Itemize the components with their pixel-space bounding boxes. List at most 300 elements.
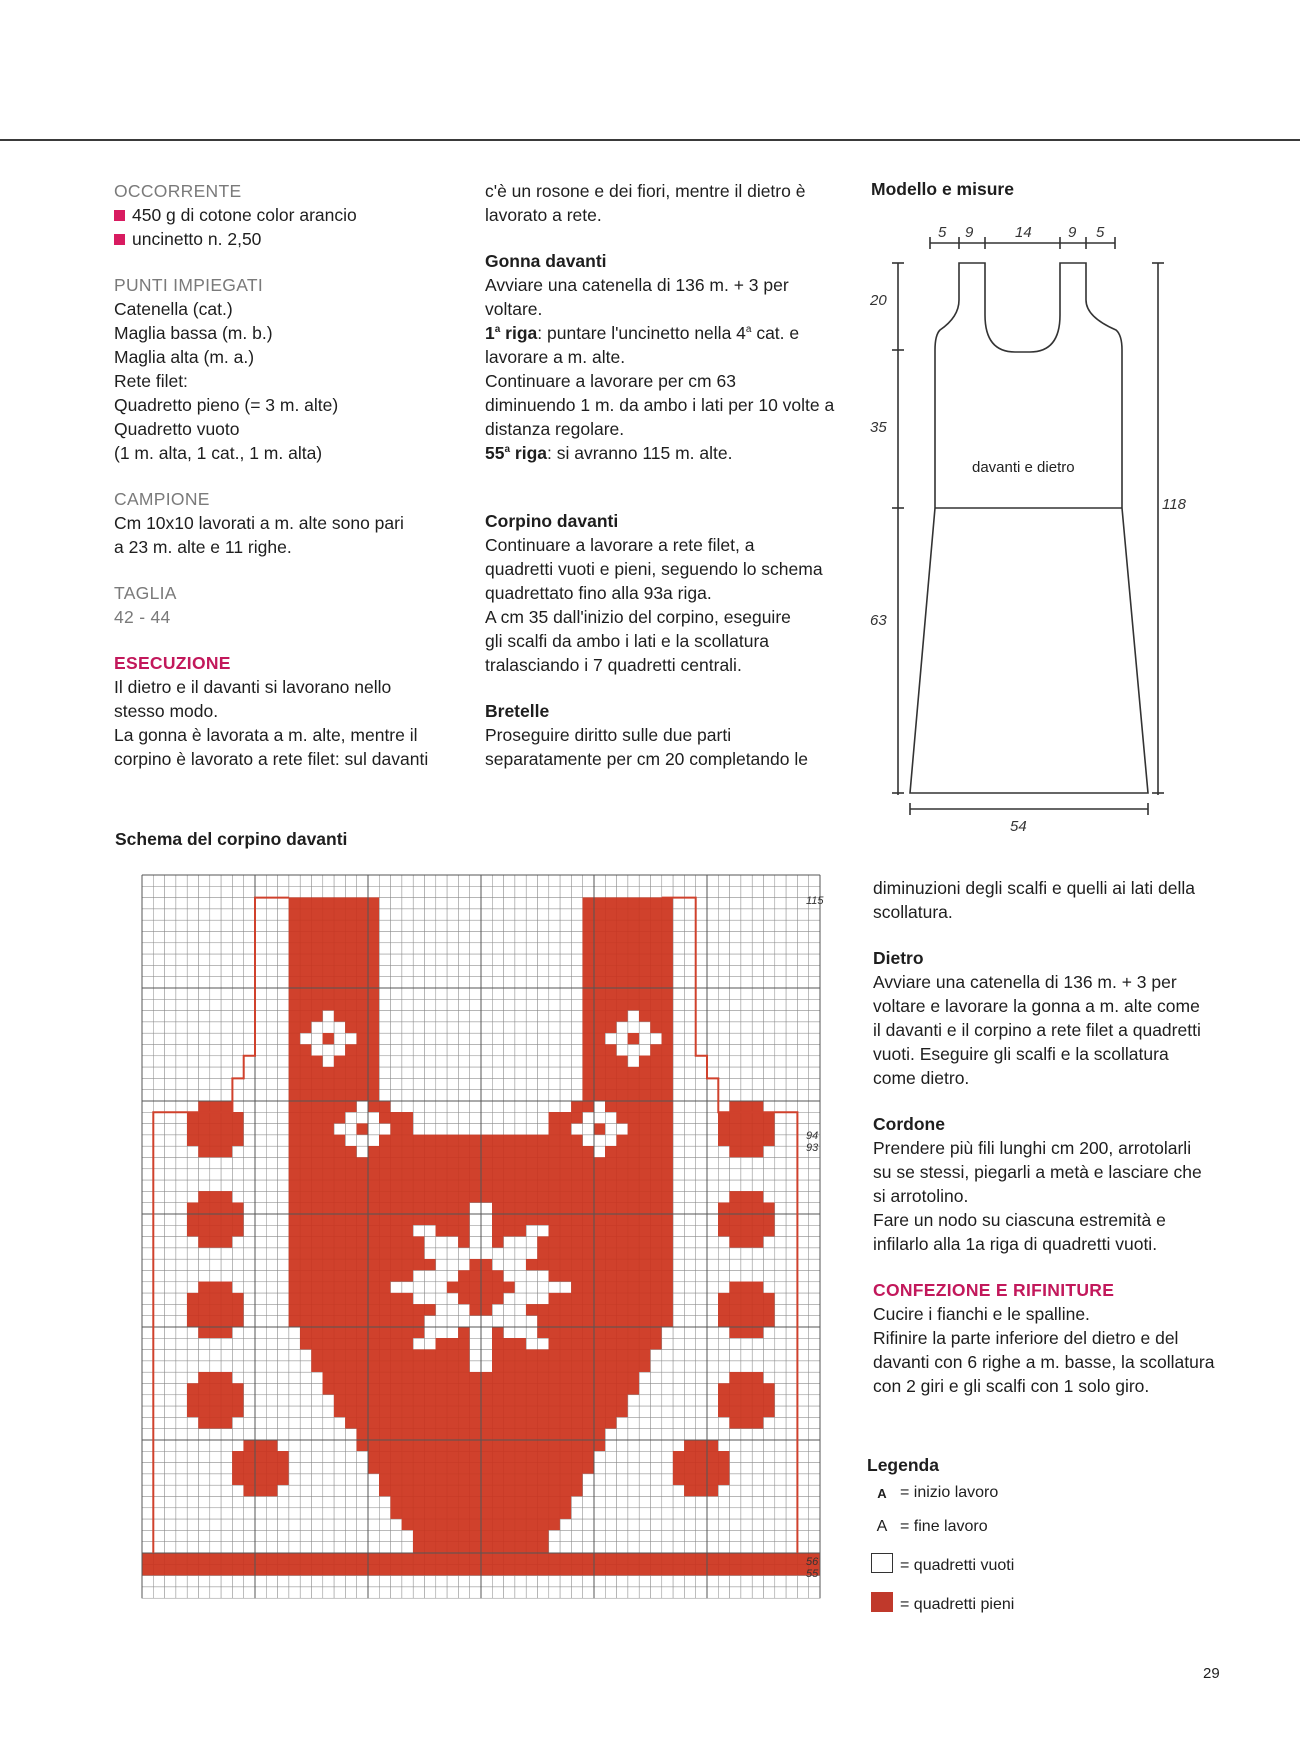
filled-cell (425, 1429, 436, 1440)
empty-cell (187, 1169, 198, 1180)
filled-cell (357, 977, 368, 988)
empty-cell (809, 1067, 820, 1078)
filled-cell (357, 1158, 368, 1169)
filled-cell (526, 1463, 537, 1474)
filled-cell (684, 1553, 695, 1564)
empty-cell (752, 1587, 763, 1598)
empty-cell (594, 1587, 605, 1598)
empty-cell (255, 1350, 266, 1361)
empty-cell (617, 1485, 628, 1496)
filled-cell (594, 1045, 605, 1056)
empty-cell (786, 1384, 797, 1395)
filled-cell (639, 1304, 650, 1315)
filled-cell (312, 1304, 323, 1315)
filled-cell (594, 1406, 605, 1417)
empty-cell (809, 1101, 820, 1112)
empty-cell (673, 1022, 684, 1033)
empty-cell (187, 1530, 198, 1541)
filled-cell (187, 1135, 198, 1146)
empty-cell (244, 1304, 255, 1315)
empty-cell (244, 1237, 255, 1248)
empty-cell (526, 1078, 537, 1089)
empty-cell (809, 1406, 820, 1417)
empty-cell (571, 954, 582, 965)
filled-cell (560, 1474, 571, 1485)
filled-cell (458, 1463, 469, 1474)
empty-cell (278, 1440, 289, 1451)
filled-cell (300, 977, 311, 988)
empty-cell (752, 965, 763, 976)
filled-cell (594, 1293, 605, 1304)
filled-cell (583, 1191, 594, 1202)
filled-cell (368, 1395, 379, 1406)
empty-cell (232, 1158, 243, 1169)
empty-cell (809, 943, 820, 954)
filled-cell (323, 1338, 334, 1349)
empty-cell (153, 875, 164, 886)
empty-cell (696, 965, 707, 976)
filled-cell (425, 1191, 436, 1202)
filled-cell (334, 1203, 345, 1214)
filled-cell (752, 1417, 763, 1428)
filled-cell (447, 1282, 458, 1293)
filled-cell (504, 1372, 515, 1383)
filled-cell (662, 1180, 673, 1191)
empty-cell (266, 1429, 277, 1440)
empty-cell (266, 1304, 277, 1315)
filled-cell (458, 1530, 469, 1541)
filled-cell (402, 1440, 413, 1451)
empty-cell (628, 1451, 639, 1462)
occorrente-item: uncinetto n. 2,50 (114, 227, 454, 251)
empty-cell (673, 1214, 684, 1225)
empty-cell (775, 1576, 786, 1587)
empty-cell (425, 898, 436, 909)
filled-cell (187, 1406, 198, 1417)
filled-cell (662, 1304, 673, 1315)
filled-cell (639, 1158, 650, 1169)
empty-cell (684, 977, 695, 988)
filled-cell (368, 1327, 379, 1338)
empty-cell (221, 898, 232, 909)
filled-cell (470, 1191, 481, 1202)
empty-cell (764, 954, 775, 965)
empty-cell (153, 932, 164, 943)
empty-cell (684, 1135, 695, 1146)
filled-cell (538, 1248, 549, 1259)
empty-cell (481, 1587, 492, 1598)
empty-cell (255, 1056, 266, 1067)
filled-cell (492, 1350, 503, 1361)
empty-cell (752, 1474, 763, 1485)
filled-cell (481, 1384, 492, 1395)
filled-cell (436, 1485, 447, 1496)
filled-cell (560, 1237, 571, 1248)
empty-cell (481, 1237, 492, 1248)
filled-cell (662, 1135, 673, 1146)
empty-cell (639, 1530, 650, 1541)
empty-cell (334, 1530, 345, 1541)
empty-cell (775, 1338, 786, 1349)
filled-cell (492, 1553, 503, 1564)
filled-cell (628, 1316, 639, 1327)
empty-cell (244, 988, 255, 999)
filled-cell (221, 1214, 232, 1225)
empty-cell (413, 1078, 424, 1089)
filled-cell (538, 1530, 549, 1541)
empty-cell (684, 1101, 695, 1112)
filled-cell (334, 999, 345, 1010)
empty-cell (458, 1112, 469, 1123)
empty-cell (696, 1542, 707, 1553)
empty-cell (560, 1090, 571, 1101)
filled-cell (583, 1203, 594, 1214)
filled-cell (549, 1158, 560, 1169)
empty-cell (436, 1067, 447, 1078)
empty-cell (165, 1169, 176, 1180)
empty-cell (142, 1022, 153, 1033)
empty-cell (786, 886, 797, 897)
filled-cell (718, 1293, 729, 1304)
empty-cell (696, 1316, 707, 1327)
filled-cell (752, 1304, 763, 1315)
empty-cell (809, 1497, 820, 1508)
filled-cell (752, 1553, 763, 1564)
empty-cell (752, 1440, 763, 1451)
empty-cell (673, 1169, 684, 1180)
filled-cell (368, 977, 379, 988)
empty-cell (187, 1587, 198, 1598)
empty-cell (786, 1293, 797, 1304)
empty-cell (617, 1440, 628, 1451)
empty-cell (696, 999, 707, 1010)
empty-cell (684, 1124, 695, 1135)
filled-cell (560, 1124, 571, 1135)
filled-cell (481, 1519, 492, 1530)
filled-cell (425, 1350, 436, 1361)
filled-cell (492, 1327, 503, 1338)
filled-cell (470, 1259, 481, 1270)
empty-cell (651, 1350, 662, 1361)
empty-cell (481, 1214, 492, 1225)
empty-cell (221, 1451, 232, 1462)
filled-cell (504, 1485, 515, 1496)
dietro-line: Avviare una catenella di 136 m. + 3 per (873, 972, 1177, 992)
empty-cell (176, 1112, 187, 1123)
empty-cell (526, 1282, 537, 1293)
empty-cell (797, 1542, 808, 1553)
empty-cell (583, 875, 594, 886)
empty-cell (504, 1327, 515, 1338)
empty-cell (436, 1576, 447, 1587)
filled-cell (730, 1225, 741, 1236)
empty-cell (470, 965, 481, 976)
empty-cell (786, 1451, 797, 1462)
filled-cell (617, 988, 628, 999)
empty-cell (775, 1169, 786, 1180)
filled-cell (662, 1225, 673, 1236)
filled-cell (345, 932, 356, 943)
empty-cell (425, 1338, 436, 1349)
filled-cell (515, 1225, 526, 1236)
empty-cell (775, 875, 786, 886)
empty-cell (526, 1271, 537, 1282)
filled-cell (605, 1406, 616, 1417)
filled-cell (458, 1451, 469, 1462)
filled-cell (368, 988, 379, 999)
filled-cell (515, 1564, 526, 1575)
filled-cell (492, 1169, 503, 1180)
empty-cell (560, 932, 571, 943)
empty-cell (278, 1011, 289, 1022)
filled-cell (583, 1406, 594, 1417)
empty-cell (741, 1067, 752, 1078)
empty-cell (673, 1045, 684, 1056)
filled-cell (300, 898, 311, 909)
empty-cell (255, 1124, 266, 1135)
empty-cell (266, 875, 277, 886)
legend-item-start: A = inizio lavoro (870, 1484, 998, 1502)
filled-cell (617, 1304, 628, 1315)
empty-cell (142, 1045, 153, 1056)
empty-cell (278, 1090, 289, 1101)
empty-cell (221, 1497, 232, 1508)
empty-cell (244, 1406, 255, 1417)
gonna-line: distanza regolare. (485, 419, 625, 439)
empty-cell (210, 1451, 221, 1462)
empty-cell (289, 1327, 300, 1338)
filled-cell (379, 1293, 390, 1304)
empty-cell (696, 1135, 707, 1146)
filled-cell (312, 977, 323, 988)
filled-cell (526, 1395, 537, 1406)
empty-cell (515, 1237, 526, 1248)
filled-cell (492, 1564, 503, 1575)
empty-cell (651, 1508, 662, 1519)
empty-cell (583, 1542, 594, 1553)
filled-cell (639, 1259, 650, 1270)
filled-cell (436, 1451, 447, 1462)
empty-cell (673, 988, 684, 999)
empty-cell (357, 1542, 368, 1553)
filled-cell (289, 999, 300, 1010)
empty-cell (673, 1576, 684, 1587)
filled-cell (402, 1259, 413, 1270)
filled-cell (289, 920, 300, 931)
empty-cell (673, 1282, 684, 1293)
filled-cell (312, 1225, 323, 1236)
empty-cell (187, 1101, 198, 1112)
empty-cell (594, 1135, 605, 1146)
filled-cell (560, 1135, 571, 1146)
empty-cell (199, 1474, 210, 1485)
empty-cell (764, 999, 775, 1010)
filled-cell (470, 1146, 481, 1157)
empty-cell (764, 1429, 775, 1440)
filled-cell (402, 1169, 413, 1180)
empty-cell (210, 954, 221, 965)
filled-cell (628, 1361, 639, 1372)
punti-line: Catenella (cat.) (114, 299, 233, 319)
empty-cell (425, 1237, 436, 1248)
empty-cell (165, 1485, 176, 1496)
empty-cell (730, 988, 741, 999)
empty-cell (707, 875, 718, 886)
filled-cell (210, 1191, 221, 1202)
empty-cell (221, 1259, 232, 1270)
empty-cell (470, 1056, 481, 1067)
empty-cell (153, 1259, 164, 1270)
empty-cell (651, 1372, 662, 1383)
filled-cell (492, 1497, 503, 1508)
filled-cell (730, 1564, 741, 1575)
empty-cell (266, 1135, 277, 1146)
filled-cell (538, 1451, 549, 1462)
empty-cell (425, 1056, 436, 1067)
filled-cell (639, 1248, 650, 1259)
filled-cell (425, 1485, 436, 1496)
filled-cell (391, 1248, 402, 1259)
filled-cell (447, 1180, 458, 1191)
empty-cell (673, 1259, 684, 1270)
empty-cell (232, 1576, 243, 1587)
filled-cell (651, 1090, 662, 1101)
empty-cell (165, 1112, 176, 1123)
filled-cell (357, 1304, 368, 1315)
empty-cell (165, 999, 176, 1010)
empty-cell (244, 1078, 255, 1089)
empty-cell (334, 1417, 345, 1428)
empty-cell (312, 875, 323, 886)
filled-cell (187, 1384, 198, 1395)
filled-cell (447, 1361, 458, 1372)
filled-cell (368, 1214, 379, 1225)
filled-cell (583, 965, 594, 976)
empty-cell (730, 1519, 741, 1530)
empty-cell (560, 1022, 571, 1033)
empty-cell (707, 1372, 718, 1383)
filled-cell (628, 1553, 639, 1564)
empty-cell (300, 1395, 311, 1406)
empty-cell (199, 886, 210, 897)
empty-cell (425, 977, 436, 988)
filled-cell (617, 1338, 628, 1349)
empty-cell (210, 1180, 221, 1191)
filled-cell (492, 1180, 503, 1191)
filled-cell (752, 1124, 763, 1135)
empty-cell (594, 1112, 605, 1123)
filled-cell (458, 1429, 469, 1440)
filled-cell (538, 1316, 549, 1327)
empty-cell (538, 943, 549, 954)
empty-cell (425, 988, 436, 999)
empty-cell (176, 1463, 187, 1474)
empty-cell (266, 1146, 277, 1157)
empty-cell (165, 1530, 176, 1541)
empty-cell (199, 1350, 210, 1361)
empty-cell (165, 943, 176, 954)
empty-cell (278, 1519, 289, 1530)
empty-cell (142, 1384, 153, 1395)
empty-cell (492, 1033, 503, 1044)
empty-cell (481, 1327, 492, 1338)
filled-cell (617, 1011, 628, 1022)
empty-cell (142, 1451, 153, 1462)
empty-cell (199, 1463, 210, 1474)
filled-cell (379, 1304, 390, 1315)
empty-cell (447, 1112, 458, 1123)
filled-cell (357, 932, 368, 943)
empty-cell (458, 875, 469, 886)
empty-cell (492, 999, 503, 1010)
filled-cell (696, 1451, 707, 1462)
empty-cell (255, 1248, 266, 1259)
empty-cell (187, 1474, 198, 1485)
filled-cell (560, 1553, 571, 1564)
corpino-line: quadrettato fino alla 93a riga. (485, 583, 712, 603)
empty-cell (651, 1485, 662, 1496)
filled-cell (458, 1564, 469, 1575)
filled-cell (538, 1203, 549, 1214)
filled-cell (425, 1384, 436, 1395)
filled-cell (594, 1304, 605, 1315)
filled-cell (300, 1078, 311, 1089)
empty-cell (707, 1429, 718, 1440)
filled-cell (345, 1417, 356, 1428)
filled-cell (617, 1191, 628, 1202)
empty-cell (323, 1056, 334, 1067)
filled-cell (605, 1259, 616, 1270)
empty-cell (153, 1361, 164, 1372)
empty-cell (797, 1338, 808, 1349)
empty-cell (526, 909, 537, 920)
empty-cell (221, 1519, 232, 1530)
filled-cell (312, 1124, 323, 1135)
empty-cell (187, 920, 198, 931)
filled-cell (628, 1259, 639, 1270)
empty-cell (153, 954, 164, 965)
empty-cell (809, 1180, 820, 1191)
filled-cell (334, 965, 345, 976)
empty-cell (300, 1497, 311, 1508)
empty-cell (775, 988, 786, 999)
empty-cell (605, 1474, 616, 1485)
empty-cell (504, 1316, 515, 1327)
empty-cell (345, 1485, 356, 1496)
empty-cell (696, 1237, 707, 1248)
empty-cell (775, 909, 786, 920)
empty-cell (244, 1372, 255, 1383)
empty-cell (142, 1056, 153, 1067)
empty-cell (165, 1508, 176, 1519)
filled-cell (628, 1350, 639, 1361)
filled-cell (583, 1338, 594, 1349)
empty-cell (526, 1237, 537, 1248)
empty-cell (571, 1022, 582, 1033)
empty-cell (651, 1440, 662, 1451)
empty-cell (673, 1112, 684, 1123)
empty-cell (210, 1542, 221, 1553)
filled-cell (345, 1101, 356, 1112)
filled-cell (752, 1395, 763, 1406)
filled-cell (199, 1191, 210, 1202)
empty-cell (786, 1067, 797, 1078)
filled-cell (470, 1553, 481, 1564)
empty-cell (165, 1350, 176, 1361)
empty-cell (266, 1237, 277, 1248)
filled-cell (323, 1372, 334, 1383)
filled-cell (730, 1553, 741, 1564)
